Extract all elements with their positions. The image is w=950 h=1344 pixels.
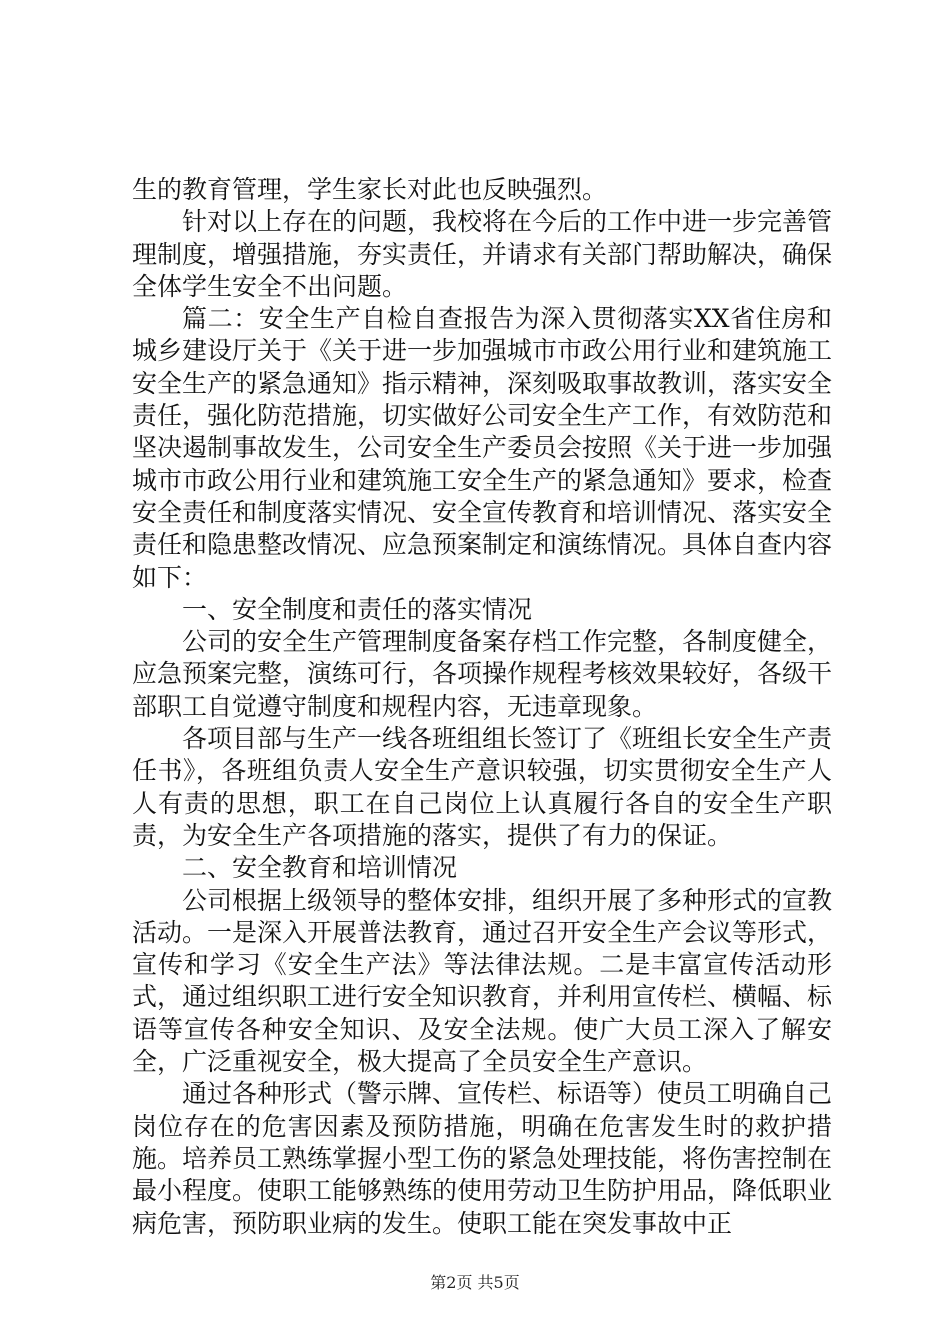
paragraph-continuation: 生的教育管理，学生家长对此也反映强烈。 (132, 175, 608, 204)
paragraph: 针对以上存在的问题，我校将在今后的工作中进一步完善管理制度，增强措施，夯实责任，并请求有关部门帮助解决，确保全体学生安全不出问题。 (132, 207, 833, 301)
document-body (132, 174, 832, 1240)
paragraph: 通过各种形式（警示牌、宣传栏、标语等）使员工明确自己岗位存在的危害因素及预防措施，明确在危害发生时的救护措施。培养员工熟练掌握小型工伤的紧急处理技能，将伤害控制在最小程度。使职工能够熟练的使用劳动卫生防护用品，降低职业病危害，预防职业病的发生。使职工能在突发事故中正 (132, 1079, 833, 1238)
page-footer: 第2页 共5页 (430, 1273, 520, 1292)
paragraph: 公司根据上级领导的整体安排，组织开展了多种形式的宣教活动。一是深入开展普法教育，通过召开安全生产会议等形式，宣传和学习《安全生产法》等法律法规。二是丰富宣传活动形式，通过组织职工进行安全知识教育，并利用宣传栏、横幅、标语等宣传各种安全知识、及安全法规。使广大员工深入了解安全，广泛重视安全，极大提高了全员安全生产意识。 (132, 885, 833, 1077)
section-heading: 一、安全制度和责任的落实情况 (182, 594, 533, 624)
section-heading: 二、安全教育和培训情况 (182, 853, 458, 883)
paragraph: 篇二：安全生产自检自查报告为深入贯彻落实XX省住房和城乡建设厅关于《关于进一步加强城市市政公用行业和建筑施工安全生产的紧急通知》指示精神，深刻吸取事故教训，落实安全责任，强化防范措施，切实做好公司安全生产工作，有效防范和坚决遏制事故发生，公司安全生产委员会按照《关于进一步加强城市市政公用行业和建筑施工安全生产的紧急通知》要求，检查安全责任和制度落实情况、安全宣传教育和培训情况、落实安全责任和隐患整改情况、应急预案制定和演练情况。具体自查内容如下： (132, 304, 833, 592)
paragraph: 公司的安全生产管理制度备案存档工作完整，各制度健全，应急预案完整，演练可行，各项操作规程考核效果较好，各级干部职工自觉遵守制度和规程内容，无违章现象。 (132, 627, 833, 721)
paragraph: 各项目部与生产一线各班组组长签订了《班组长安全生产责任书》，各班组负责人安全生产意识较强，切实贯彻安全生产人人有责的思想，职工在自己岗位上认真履行各自的安全生产职责，为安全生产各项措施的落实，提供了有力的保证。 (132, 724, 833, 850)
